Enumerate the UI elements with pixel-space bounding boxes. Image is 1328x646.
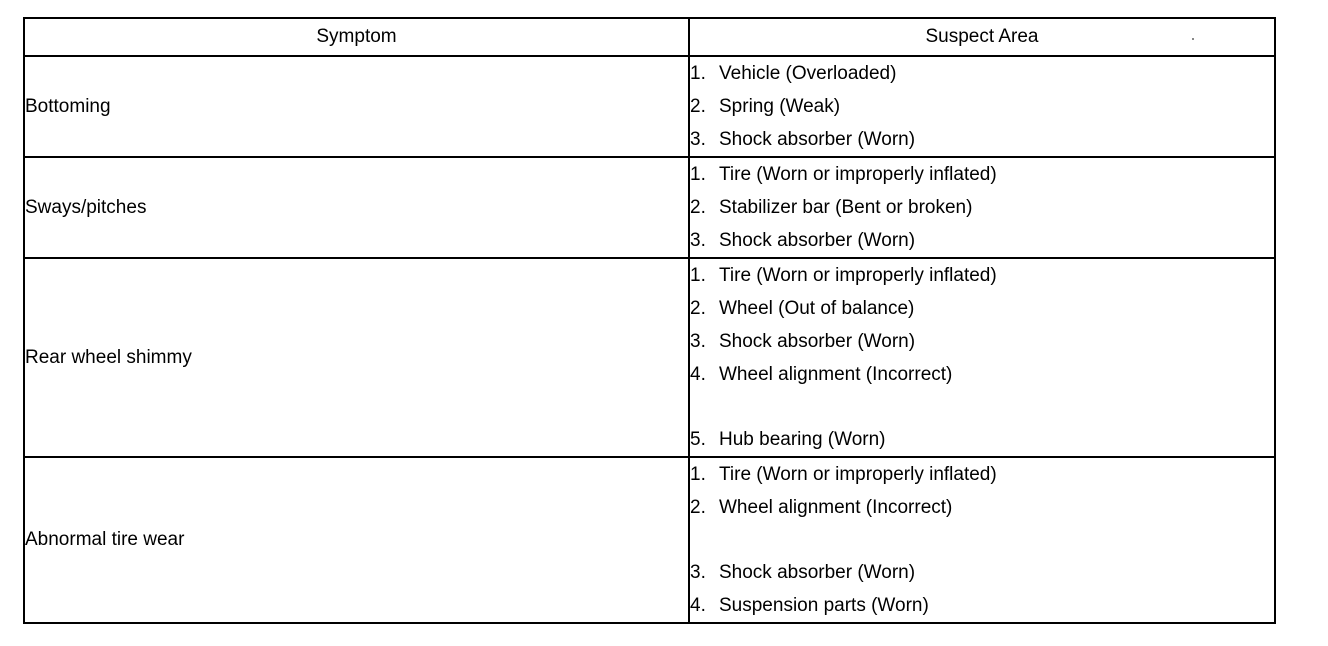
item-number: 1. xyxy=(690,164,706,185)
suspect-area-cell xyxy=(689,56,1275,157)
suspect-area-list xyxy=(690,259,1274,456)
symptom-cell: Sways/pitches xyxy=(24,157,689,258)
suspect-area-cell xyxy=(689,157,1275,258)
list-item xyxy=(690,191,1274,224)
list-item xyxy=(690,556,1274,589)
item-text: Shock absorber (Worn) xyxy=(719,331,916,352)
symptom-cell: Rear wheel shimmy xyxy=(24,258,689,457)
item-number: 1. xyxy=(690,63,706,84)
list-item xyxy=(690,292,1274,325)
list-item xyxy=(690,57,1274,90)
item-text: Spring (Weak) xyxy=(719,96,841,117)
symptom-cell: Abnormal tire wear xyxy=(24,457,689,623)
item-text: Tire (Worn or improperly inflated) xyxy=(719,164,997,185)
item-text: Suspension parts (Worn) xyxy=(719,595,929,616)
scan-speck xyxy=(1192,38,1194,40)
item-text: Wheel alignment (Incorrect) xyxy=(719,497,953,518)
suspect-area-cell xyxy=(689,258,1275,457)
item-text: Wheel (Out of balance) xyxy=(719,298,915,319)
item-text: Vehicle (Overloaded) xyxy=(719,63,897,84)
suspect-area-list xyxy=(690,158,1274,257)
item-text: Tire (Worn or improperly inflated) xyxy=(719,464,997,485)
item-number: 2. xyxy=(690,197,706,218)
suspect-area-list xyxy=(690,57,1274,156)
header-row xyxy=(24,18,1275,56)
table-row xyxy=(24,258,1275,457)
item-text: Stabilizer bar (Bent or broken) xyxy=(719,197,973,218)
list-item xyxy=(690,224,1274,257)
item-number: 1. xyxy=(690,265,706,286)
item-text: Shock absorber (Worn) xyxy=(719,562,916,583)
list-item xyxy=(690,358,1274,391)
symptom-cell: Bottoming xyxy=(24,56,689,157)
item-number: 2. xyxy=(690,96,706,117)
list-item xyxy=(690,458,1274,491)
item-number: 4. xyxy=(690,595,706,616)
list-item xyxy=(690,423,1274,456)
item-number: 3. xyxy=(690,331,706,352)
item-number: 4. xyxy=(690,364,706,385)
item-number: 3. xyxy=(690,129,706,150)
item-number: 3. xyxy=(690,230,706,251)
suspect-area-header: Suspect Area xyxy=(689,18,1275,56)
troubleshooting-table xyxy=(23,17,1276,624)
list-item xyxy=(690,123,1274,156)
item-text: Shock absorber (Worn) xyxy=(719,129,916,150)
list-item xyxy=(690,325,1274,358)
item-text: Shock absorber (Worn) xyxy=(719,230,916,251)
item-text: Tire (Worn or improperly inflated) xyxy=(719,265,997,286)
suspect-area-cell xyxy=(689,457,1275,623)
list-item xyxy=(690,491,1274,524)
list-item xyxy=(690,158,1274,191)
table-row xyxy=(24,56,1275,157)
item-number: 3. xyxy=(690,562,706,583)
table-row xyxy=(24,457,1275,623)
table-row xyxy=(24,157,1275,258)
item-text: Wheel alignment (Incorrect) xyxy=(719,364,953,385)
list-item xyxy=(690,90,1274,123)
item-number: 5. xyxy=(690,429,706,450)
item-number: 2. xyxy=(690,298,706,319)
suspect-area-list xyxy=(690,458,1274,622)
item-text: Hub bearing (Worn) xyxy=(719,429,886,450)
item-number: 2. xyxy=(690,497,706,518)
item-number: 1. xyxy=(690,464,706,485)
list-item xyxy=(690,259,1274,292)
symptom-header: Symptom xyxy=(24,18,689,56)
list-item xyxy=(690,589,1274,622)
